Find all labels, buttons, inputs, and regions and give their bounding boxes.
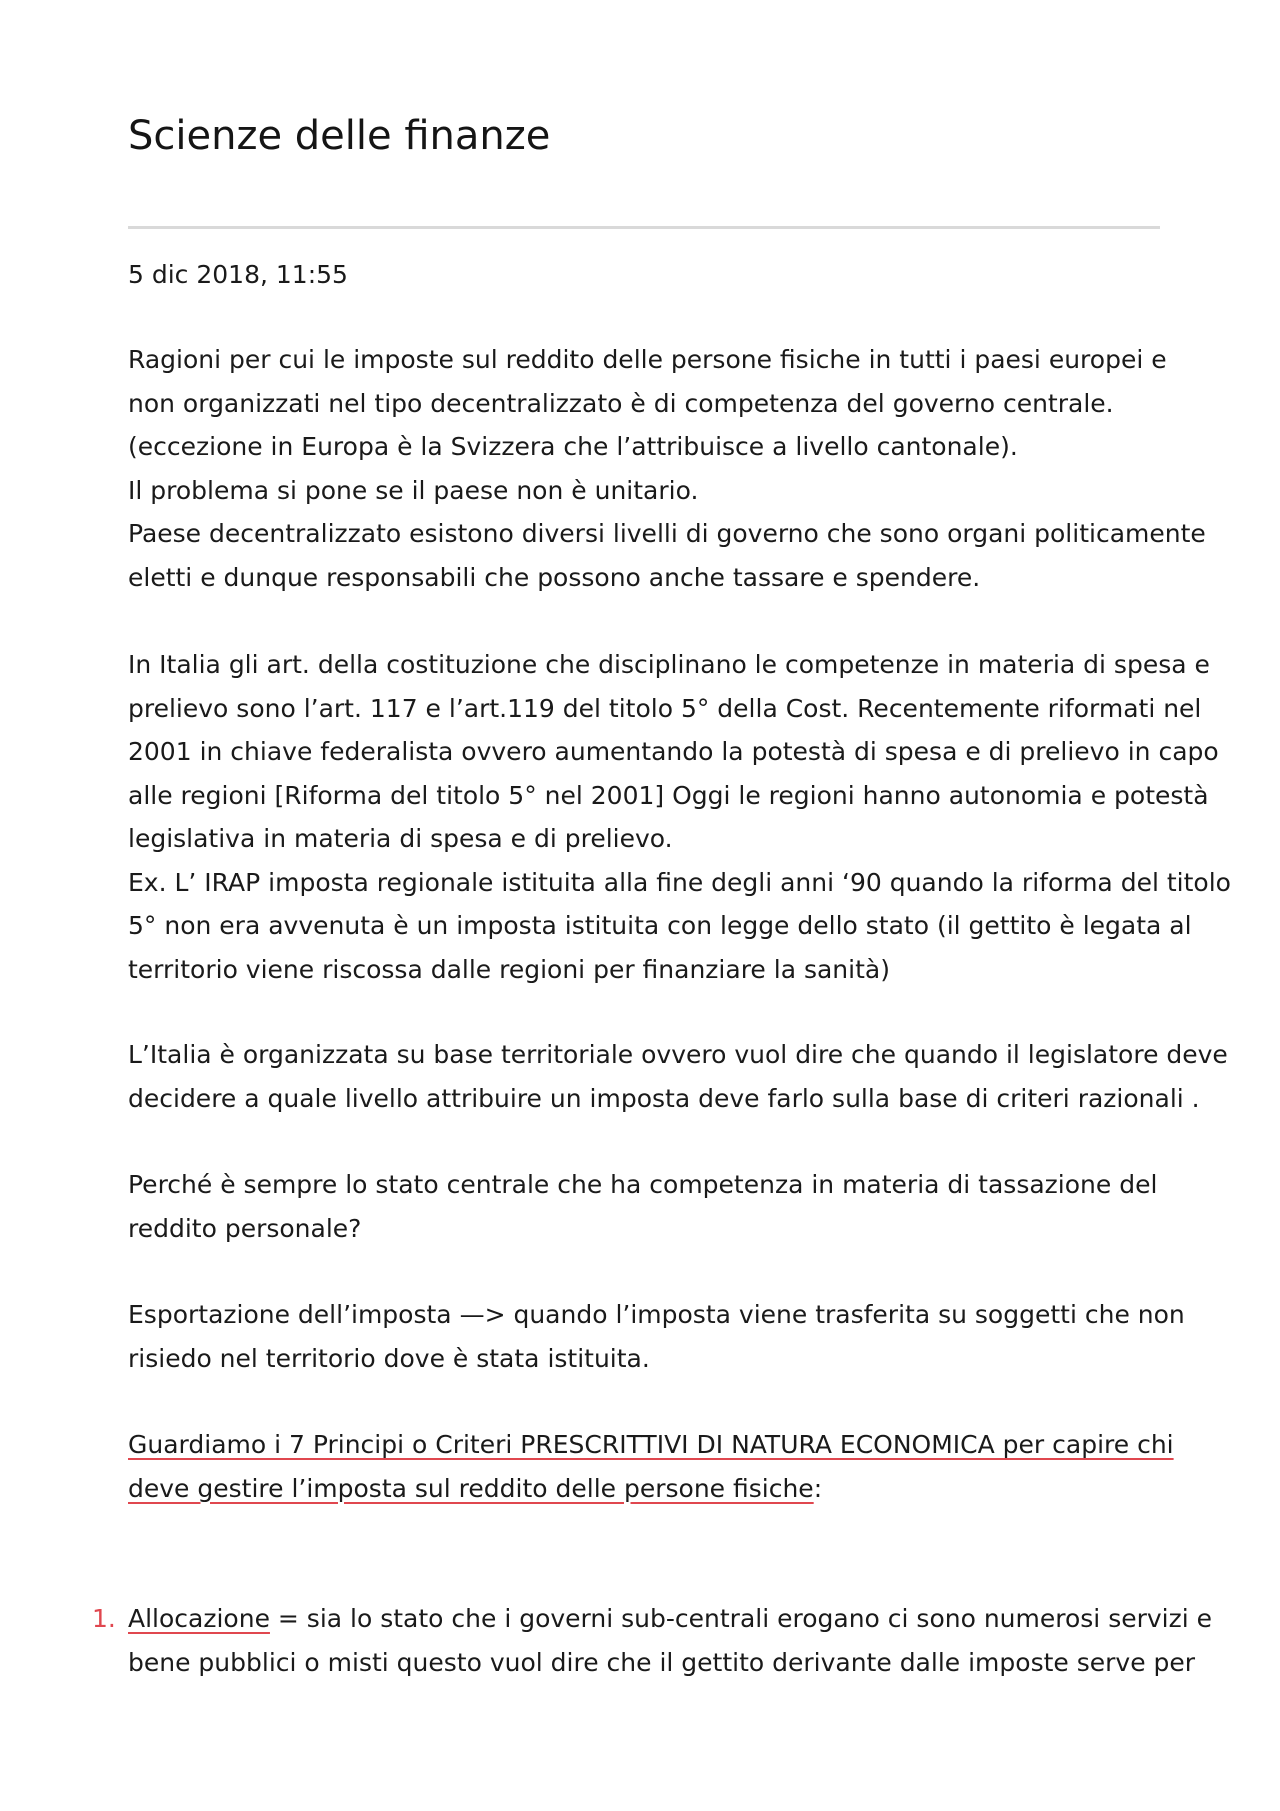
text-line: In Italia gli art. della costituzione che disciplinano le competenze in materia di spesa e — [128, 650, 1210, 679]
paragraph-2 — [128, 643, 1231, 991]
paragraph-1 — [128, 338, 1206, 599]
text-line — [128, 1423, 1188, 1467]
text-line: decidere a quale livello attribuire un imposta deve farlo sulla base di criteri razionali . — [128, 1083, 1200, 1113]
text-line: alle regioni [Riforma del titolo 5° nel 2001] Oggi le regioni hanno autonomia e potestà — [128, 780, 1209, 810]
text-line: legislativa in materia di spesa e di prelievo. — [128, 824, 673, 853]
text-line — [128, 1467, 1188, 1511]
text-line: Ragioni per cui le imposte sul reddito delle persone fisiche in tutti i paesi europei e — [128, 345, 1167, 374]
text-line: Esportazione dell’imposta —> quando l’imposta viene trasferita su soggetti che non — [128, 1300, 1185, 1329]
paragraph-4 — [128, 1163, 1188, 1250]
list-text: = sia lo stato che i governi sub-centrali erogano ci sono numerosi servizi e — [269, 1604, 1213, 1633]
list-item — [92, 1597, 1213, 1684]
text-line: Il problema si pone se il paese non è unitario. — [128, 475, 699, 505]
text-line: (eccezione in Europa è la Svizzera che l’attribuisce a livello cantonale). — [128, 432, 1018, 461]
text-line: non organizzati nel tipo decentralizzato è di competenza del governo centrale. — [128, 388, 1114, 418]
text-line: 5° non era avvenuta è un imposta istituita con legge dello stato (il gettito è legata al — [128, 911, 1192, 940]
underlined-text: Guardiamo i 7 Principi o Criteri PRESCRITTIVI DI NATURA ECONOMICA per capire chi — [128, 1430, 1174, 1459]
underlined-text: deve gestire l’imposta sul reddito delle persone fisiche — [128, 1473, 814, 1503]
text-line: territorio viene riscossa dalle regioni per finanziare la sanità) — [128, 954, 890, 984]
text-line — [128, 1597, 1213, 1641]
note-date: 5 dic 2018, 11:55 — [128, 260, 348, 289]
text-line: bene pubblici o misti questo vuol dire che il gettito derivante dalle imposte serve per — [128, 1647, 1196, 1677]
text-line: 2001 in chiave federalista ovvero aumentando la potestà di spesa e di prelievo in capo — [128, 737, 1219, 766]
text-line: reddito personale? — [128, 1213, 362, 1243]
list-term: Allocazione — [128, 1604, 270, 1633]
paragraph-3 — [128, 1033, 1228, 1120]
title-divider — [128, 226, 1160, 229]
paragraph-5 — [128, 1293, 1188, 1380]
text-line: L’Italia è organizzata su base territoriale ovvero vuol dire che quando il legislatore deve — [128, 1040, 1228, 1069]
text-line: eletti e dunque responsabili che possono anche tassare e spendere. — [128, 562, 981, 592]
page-title: Scienze delle finanze — [128, 113, 551, 159]
paragraph-6-criteria-intro — [128, 1423, 1188, 1510]
text-line: Perché è sempre lo stato centrale che ha competenza in materia di tassazione del — [128, 1170, 1158, 1199]
text-line: Paese decentralizzato esistono diversi livelli di governo che sono organi politicamente — [128, 519, 1206, 548]
list-number: 1. — [92, 1604, 116, 1633]
text-line: Ex. L’ IRAP imposta regionale istituita alla fine degli anni ‘90 quando la riforma del titolo — [128, 867, 1231, 897]
text-line: risiedo nel territorio dove è stata istituita. — [128, 1343, 650, 1373]
text-tail: : — [813, 1473, 823, 1503]
numbered-list — [92, 1597, 1213, 1684]
text-line: prelievo sono l’art. 117 e l’art.119 del titolo 5° della Cost. Recentemente riformati nel — [128, 693, 1202, 723]
